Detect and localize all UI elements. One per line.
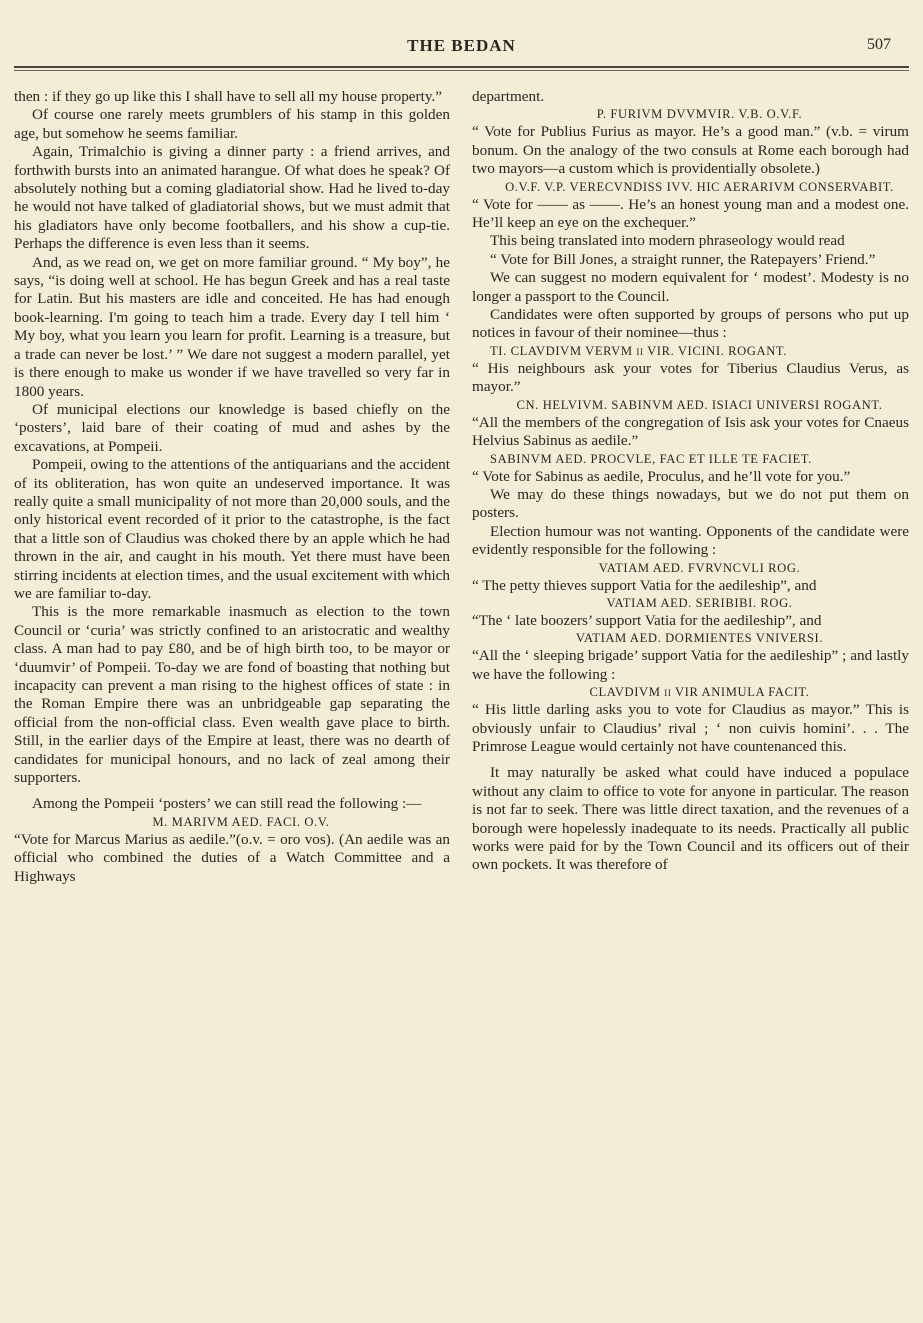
latin-inscription: CLAVDIVM ii VIR ANIMULA FACIT.: [589, 685, 810, 700]
paragraph: Again, Trimalchio is giving a dinner party : a friend arrives, and forthwith bursts into an animated harangue. Of what does he speak? Of absolutely nothing but a coming gladiatorial show. Had he lived to-day he would not have talked of gladiatorial shows, but we must admit that his gladiators have only become footballers, and his show a cup-tie. Perhaps the difference is even less than it seems.: [14, 143, 450, 253]
paragraph: “All the members of the congregation of Isis ask your votes for Cnaeus Helvius Sabinus as aedile.”: [472, 413, 909, 450]
paragraph: “Vote for Marcus Marius as aedile.”(o.v. = oro vos). (An aedile was an official who combined the duties of a Watch Committee and a Highways: [14, 830, 450, 885]
right-column: [472, 88, 909, 875]
paragraph: And, as we read on, we get on more familiar ground. “ My boy”, he says, “is doing well at school. He has begun Greek and has a real taste for Latin. But his masters are idle and conceited. He has had enough book-learning. I'm going to teach him a trade. Every day I tell him ‘ My boy, what you learn you learn for profit. Learning is a treasure, but a trade can never be lost.’ ” We dare not suggest a modern parallel, yet is there enough to make us wonder if we have travelled so very far in 1800 years.: [14, 253, 450, 400]
paragraph: “ The petty thieves support Vatia for the aedileship”, and: [472, 576, 817, 594]
latin-inscription: VATIAM AED. DORMIENTES VNIVERSI.: [575, 631, 824, 646]
latin-inscription: VATIAM AED. SERIBIBI. ROG.: [606, 595, 793, 610]
left-column: [14, 88, 450, 886]
paragraph: We may do these things nowadays, but we do not put them on posters.: [472, 485, 909, 522]
page-header: [0, 30, 923, 60]
latin-inscription: O.V.F. V.P. VERECVNDISS IVV. HIC AERARIVM CONSERVABIT.: [505, 179, 894, 194]
paragraph: “ Vote for Publius Furius as mayor. He’s a good man.” (v.b. = virum bonum. On the analogy of the two consuls at Rome each borough had two mayors—a custom which is providentially obsolete.): [472, 123, 909, 178]
latin-inscription: M. MARIVM AED. FACI. O.V.: [152, 814, 330, 829]
paragraph: We can suggest no modern equivalent for ‘ modest’. Modesty is no longer a passport to the Council.: [472, 269, 909, 305]
paragraph: then : if they go up like this I shall have to sell all my house property.”: [14, 88, 442, 105]
page-number: 507: [867, 36, 891, 53]
paragraph: “ Vote for Bill Jones, a straight runner, the Ratepayers’ Friend.”: [490, 250, 876, 268]
paragraph: “ Vote for —— as ——. He’s an honest young man and a modest one. He’ll keep an eye on the exchequer.”: [472, 195, 909, 232]
paragraph: department.: [472, 88, 545, 105]
paragraph: Among the Pompeii ‘posters’ we can still read the following :—: [32, 795, 422, 813]
paragraph: It may naturally be asked what could have induced a populace without any claim to office to vote for anyone in particular. The reason is not far to seek. There was little direct taxation, and the revenues of a borough were hopelessly inadequate to its needs. Practically all public works were paid for by the Town Council and its officers out of their own pockets. It was therefore of: [472, 764, 909, 874]
paragraph: Election humour was not wanting. Opponents of the candidate were evidently responsible for the following :: [472, 522, 909, 559]
paragraph: Of course one rarely meets grumblers of his stamp in this golden age, but somehow he seems familiar.: [14, 106, 450, 142]
paragraph: “ His little darling asks you to vote for Claudius as mayor.” This is obviously unfair to Claudius’ rival ; ‘ non cuivis homini’. . . The Primrose League would certainly not have countenanced this.: [472, 701, 909, 755]
paragraph: “The ‘ late boozers’ support Vatia for the aedileship”, and: [472, 611, 822, 629]
latin-inscription: SABINVM AED. PROCVLE, FAC ET ILLE TE FACIET.: [490, 451, 812, 466]
header-rule-thin: [14, 70, 909, 71]
paragraph: This being translated into modern phraseology would read: [490, 232, 845, 250]
latin-inscription: CN. HELVIVM. SABINVM AED. ISIACI UNIVERSI ROGANT.: [516, 397, 883, 412]
paragraph: “ Vote for Sabinus as aedile, Proculus, and he’ll vote for you.”: [472, 467, 851, 485]
latin-inscription: P. FURIVM DVVMVIR. V.B. O.V.F.: [596, 107, 803, 122]
latin-inscription: VATIAM AED. FVRVNCVLI ROG.: [598, 560, 801, 575]
paragraph: “All the ‘ sleeping brigade’ support Vatia for the aedileship” ; and lastly we have the following :: [472, 647, 909, 683]
header-rule: [14, 66, 909, 68]
paragraph: Pompeii, owing to the attentions of the antiquarians and the accident of its obliteration, has won quite an undeserved importance. It was really quite a small municipality of not more than 20,000 souls, and the only historical event recorded of it prior to the catastrophe, is the fact that a little son of Claudius was choked there by an apple which he had thrown in the air, and caught in his mouth. Yet there must have been stirring incidents at election times, and the usual excitement with which we are familiar to-day.: [14, 456, 450, 602]
page-title: THE BEDAN: [407, 36, 516, 55]
paragraph: This is the more remarkable inasmuch as election to the town Council or ‘curia’ was strictly confined to an aristocratic and wealthy class. A man had to pay £80, and be of high birth too, to be mayor or ‘duumvir’ of Pompeii. To-day we are fond of boasting that nothing but incapacity can prevent a man rising to the highest offices of state : in the Roman Empire there was an unbridgeable gap separating the official from the non-official class. Even wealth gave place to birth. Still, in the earlier days of the Empire at least, there was no dearth of candidates for municipal honours, and no lack of zeal among their supporters.: [14, 603, 450, 787]
paragraph: Candidates were often supported by groups of persons who put up notices in favour of their nominee—thus :: [472, 306, 909, 342]
latin-inscription: TI. CLAVDIVM VERVM ii VIR. VICINI. ROGANT.: [490, 343, 787, 358]
paragraph: Of municipal elections our knowledge is based chiefly on the ‘posters’, laid bare of their coating of mud and ashes by the excavations, at Pompeii.: [14, 400, 450, 455]
paragraph: “ His neighbours ask your votes for Tiberius Claudius Verus, as mayor.”: [472, 359, 909, 396]
